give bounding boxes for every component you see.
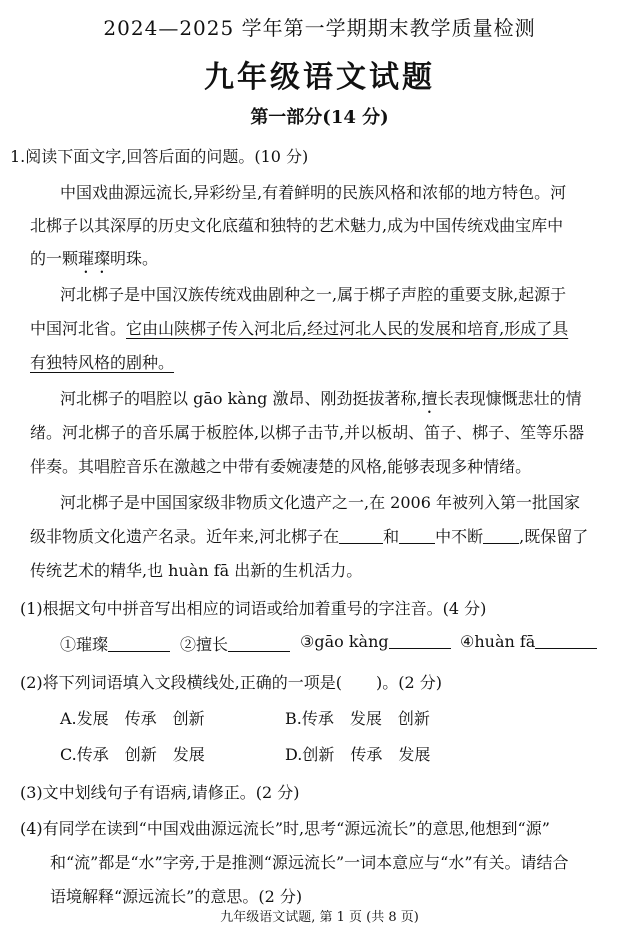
passage-line	[30, 246, 158, 277]
sub-question-2-stem	[20, 670, 442, 693]
fill-blank[interactable]	[339, 527, 383, 544]
passage-text: 的一颗	[30, 249, 79, 268]
passage-line: 河北梆子是中国汉族传统戏曲剧种之一,属于梆子声腔的重要支脉,起源于	[60, 285, 567, 304]
underlined-sentence: 它由山陕梆子传入河北后,经过河北人民的发展和培育,形成了具	[126, 319, 569, 338]
answer-blank[interactable]	[228, 635, 290, 652]
answer-item	[180, 632, 290, 655]
passage-text: 河北梆子的唱腔以 gāo kàng 激昂、刚劲挺拔著称,	[60, 389, 422, 408]
passage-line	[30, 316, 568, 339]
passage-line	[30, 350, 174, 373]
answer-item	[300, 632, 451, 651]
passage-text: 和	[383, 527, 400, 546]
answer-item	[60, 632, 170, 655]
sub-question-text: )。(2 分)	[376, 673, 442, 692]
sub-question-text: (2)将下列词语填入文段横线处,正确的一项是(	[20, 673, 342, 692]
passage-line: 传统艺术的精华,也 huàn fā 出新的生机活力。	[30, 561, 363, 580]
answer-item	[460, 632, 597, 651]
paper-title: 九年级语文试题	[204, 60, 435, 95]
question-1-stem: 1.阅读下面文字,回答后面的问题。(10 分)	[10, 147, 309, 166]
passage-line: 河北梆子是中国国家级非物质文化遗产之一,在 2006 年被列入第一批国家	[60, 493, 580, 512]
answer-blank[interactable]	[108, 635, 170, 652]
page-footer: 九年级语文试题, 第 1 页 (共 8 页)	[220, 910, 419, 925]
sub-question-4-line: 和“流”都是“水”字旁,于是推测“源远流长”一词本意应与“水”有关。请结合	[50, 853, 569, 872]
passage-text: 长表现慷慨悲壮的情	[437, 389, 582, 408]
answer-blank[interactable]	[389, 632, 451, 649]
sub-question-4-line: 语境解释“源远流长”的意思。(2 分)	[50, 887, 303, 906]
passage-text: 中不断	[435, 527, 484, 546]
answer-label: ③gāo kàng	[300, 632, 389, 651]
passage-line: 伴奏。其唱腔音乐在激越之中带有委婉凄楚的风格,能够表现多种情绪。	[30, 457, 532, 476]
passage-text: 中国河北省。	[30, 319, 127, 338]
fill-blank[interactable]	[483, 527, 519, 544]
passage-line: 中国戏曲源远流长,异彩纷呈,有着鲜明的民族风格和浓郁的地方特色。河	[60, 183, 567, 202]
answer-label: ④huàn fā	[460, 632, 536, 651]
sub-question-3-stem: (3)文中划线句子有语病,请修正。(2 分)	[20, 783, 300, 802]
passage-line	[60, 386, 582, 417]
exam-title: 2024—2025 学年第一学期期末教学质量检测	[103, 16, 536, 40]
option-c[interactable]: C.传承 创新 发展	[60, 745, 205, 764]
passage-line: 北梆子以其深厚的历史文化底蕴和独特的艺术魅力,成为中国传统戏曲宝库中	[30, 216, 564, 235]
part-title: 第一部分(14 分)	[250, 107, 389, 128]
answer-label: ②擅长	[180, 635, 229, 654]
passage-line	[30, 524, 588, 547]
answer-label: ①璀璨	[60, 635, 109, 654]
passage-text: 明珠。	[110, 249, 159, 268]
dotted-word: 璀璨	[78, 249, 111, 268]
underlined-sentence: 有独特风格的剧种。	[30, 353, 175, 372]
sub-question-4-line: (4)有同学在读到“中国戏曲源远流长”时,思考“源远流长”的意思,他想到“源”	[20, 819, 550, 838]
answer-blank[interactable]	[535, 632, 597, 649]
option-a[interactable]: A.发展 传承 创新	[60, 709, 205, 728]
option-b[interactable]: B.传承 发展 创新	[285, 709, 430, 728]
sub-question-1-stem: (1)根据文句中拼音写出相应的词语或给加着重号的字注音。(4 分)	[20, 599, 487, 618]
dotted-word: 擅	[421, 389, 438, 408]
passage-text: ,既保留了	[519, 527, 589, 546]
fill-blank[interactable]	[399, 527, 435, 544]
passage-text: 级非物质文化遗产名录。近年来,河北梆子在	[30, 527, 340, 546]
option-d[interactable]: D.创新 传承 发展	[285, 745, 431, 764]
passage-line: 绪。河北梆子的音乐属于板腔体,以梆子击节,并以板胡、笛子、梆子、笙等乐器	[30, 423, 585, 442]
